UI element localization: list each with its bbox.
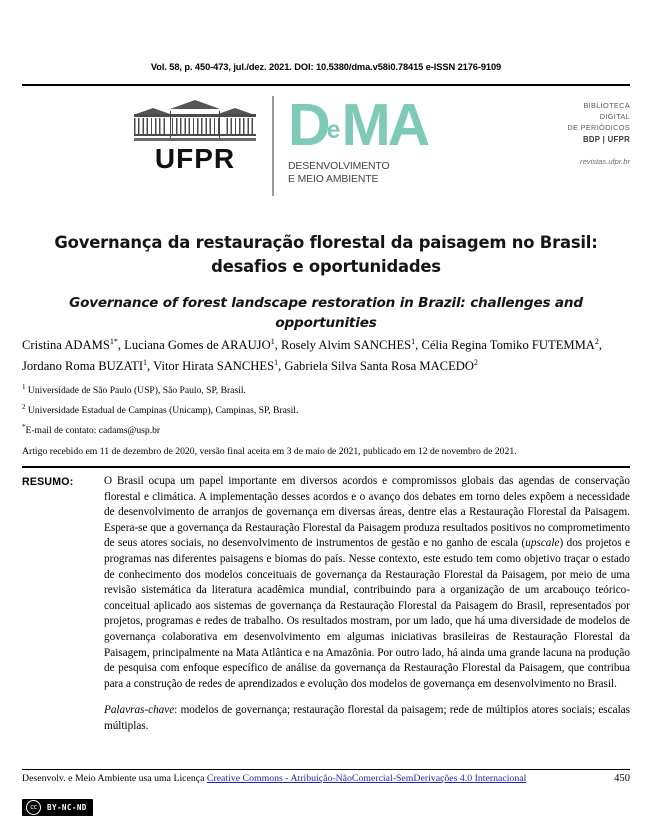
affiliation-item [22, 379, 630, 399]
dma-subtitle-line-2: E MEIO AMBIENTE [288, 173, 379, 185]
ufpr-building-emblem-icon [134, 100, 256, 144]
library-imprint [520, 100, 630, 166]
library-url: revistas.ufpr.br [580, 157, 630, 166]
affiliation-marker: 2 [22, 403, 26, 412]
affiliation-item [22, 419, 630, 439]
ufpr-logo [134, 100, 256, 174]
affiliation-text: Universidade Estadual de Campinas (Unicamp), Campinas, SP, Brasil. [27, 405, 299, 417]
cc-mark-icon [23, 800, 44, 815]
page-number: 450 [614, 773, 630, 784]
keywords-section [104, 703, 630, 734]
cc-circle-glyph: cc [26, 800, 41, 815]
cc-terms-label: BY-NC-ND [44, 800, 92, 815]
header-rule [22, 84, 630, 86]
publication-dates: Artigo recebido em 11 de dezembro de 2020, versão final aceita em 3 de maio de 2021, publicado em 12 de novembro de 2021. [22, 446, 517, 457]
keywords-label: Palavras-chave [104, 704, 175, 716]
license-prefix: Desenvolv. e Meio Ambiente usa uma Licença [22, 773, 207, 784]
keywords-separator: : [174, 704, 181, 716]
keywords-text: modelos de governança; restauração florestal da paisagem; rede de múltiplos atores sociais; escalas múltiplas. [104, 704, 630, 732]
dma-letter-e: e [326, 116, 341, 144]
library-line-4: BDP | UFPR [582, 135, 630, 144]
dma-subtitle [288, 161, 518, 186]
affiliation-text: E-mail de contato: cadams@usp.br [25, 425, 161, 437]
page-title: Governança da restauração florestal da paisagem no Brasil: desafios e oportunidades [54, 232, 598, 276]
dma-letter-d: D [288, 92, 328, 158]
affiliation-text: Universidade de São Paulo (USP), São Paulo, SP, Brasil. [27, 385, 246, 397]
page-subtitle-english: Governance of forest landscape restoration in Brazil: challenges and opportunities [69, 295, 583, 332]
stylobate-upper-icon [134, 134, 256, 136]
license-notice [22, 772, 542, 786]
affiliation-marker: 1 [22, 383, 26, 391]
library-line-3: DE PERIÓDICOS [567, 123, 630, 132]
dma-wordmark [288, 94, 518, 158]
dma-letters-ma: MA [341, 92, 428, 158]
abstract-section [22, 474, 630, 692]
abstract-top-rule [22, 466, 630, 468]
masthead-divider [272, 96, 274, 196]
stylobate-lower-icon [134, 138, 256, 141]
library-line-1: BIBLIOTECA [583, 101, 630, 110]
masthead-logo-band [22, 92, 630, 198]
license-link[interactable]: Creative Commons - Atribuição-NãoComercial-SemDerivações 4.0 Internacional [206, 773, 527, 784]
dma-logo [288, 94, 518, 186]
ufpr-wordmark: UFPR [154, 143, 236, 174]
affiliation-list [22, 379, 630, 440]
author-list: Cristina $ADAMS^{1*}$, Luciana Gomes de ARAUJO$^1$, Rosely Alvim SANCHES$^1$, Célia Regina Tomiko FUTEMMA$^2$, Jordano Roma BUZATI$^1$, Vitor Hirata SANCHES$^1$, Gabriela Silva Santa Rosa MACEDO$^2$ [22, 337, 603, 374]
footer-rule [22, 769, 630, 770]
dma-subtitle-line-1: DESENVOLVIMENTO [288, 161, 390, 172]
affiliation-item [22, 399, 630, 419]
creative-commons-badge [22, 799, 93, 816]
journal-volume-line: Vol. 58, p. 450-473, jul./dez. 2021. DOI: 10.5380/dma.v58i0.78415 e-ISSN 2176-9109 [150, 62, 502, 72]
pediment-center-icon [170, 100, 220, 109]
affiliation-marker: * [22, 423, 26, 432]
library-line-2: DIGITAL [599, 112, 630, 121]
abstract-label: RESUMO: [22, 476, 74, 488]
abstract-body: O Brasil ocupa um papel importante em diversos acordos e compromissos globais das agendas de conservação florestal e climática. A implementação desses acordos e o avanço dos debates em torno deles expõem a necessidade de desenvolvimento de arranjos de governança em diversas áreas, dentre elas a Restauração Florestal da Paisagem. Espera-se que a governança da Restauração Florestal da Paisagem produza resultados positivos no comprometimento de seus atores sociais, no desenvolvimento de instrumentos de gestão e no ganho de escala (upscale) dos projetos e programas nas diferentes paisagens e biomas do país. Nesse contexto, este estudo tem como objetivo traçar o estado de conhecimento dos modelos conceituais de governança da Restauração Florestal da Paisagem, por meio de uma revisão sistemática da literatura acadêmica mundial, contribuindo para a organização de um arcabouço teórico-conceitual aplicado aos sistemas de governança da Restauração Florestal da Paisagem do Brasil, representados por projetos, programas e redes de trabalho. Os resultados mostram, por um lado, que há uma diversidade de modelos de governança colaborativa em desenvolvimento em algumas iniciativas brasileiras de Restauração Florestal da Paisagem, principalmente na Mata Atlântica e na Amazônia. Por outro lado, há ainda uma grande lacuna na produção de pesquisa com enfoque específico de análise da governança da Restauração Florestal da Paisagem, que contribua para a construção de redes de aprendizados e evolução dos modelos de governança em desenvolvimento no Brasil. [104, 475, 630, 690]
